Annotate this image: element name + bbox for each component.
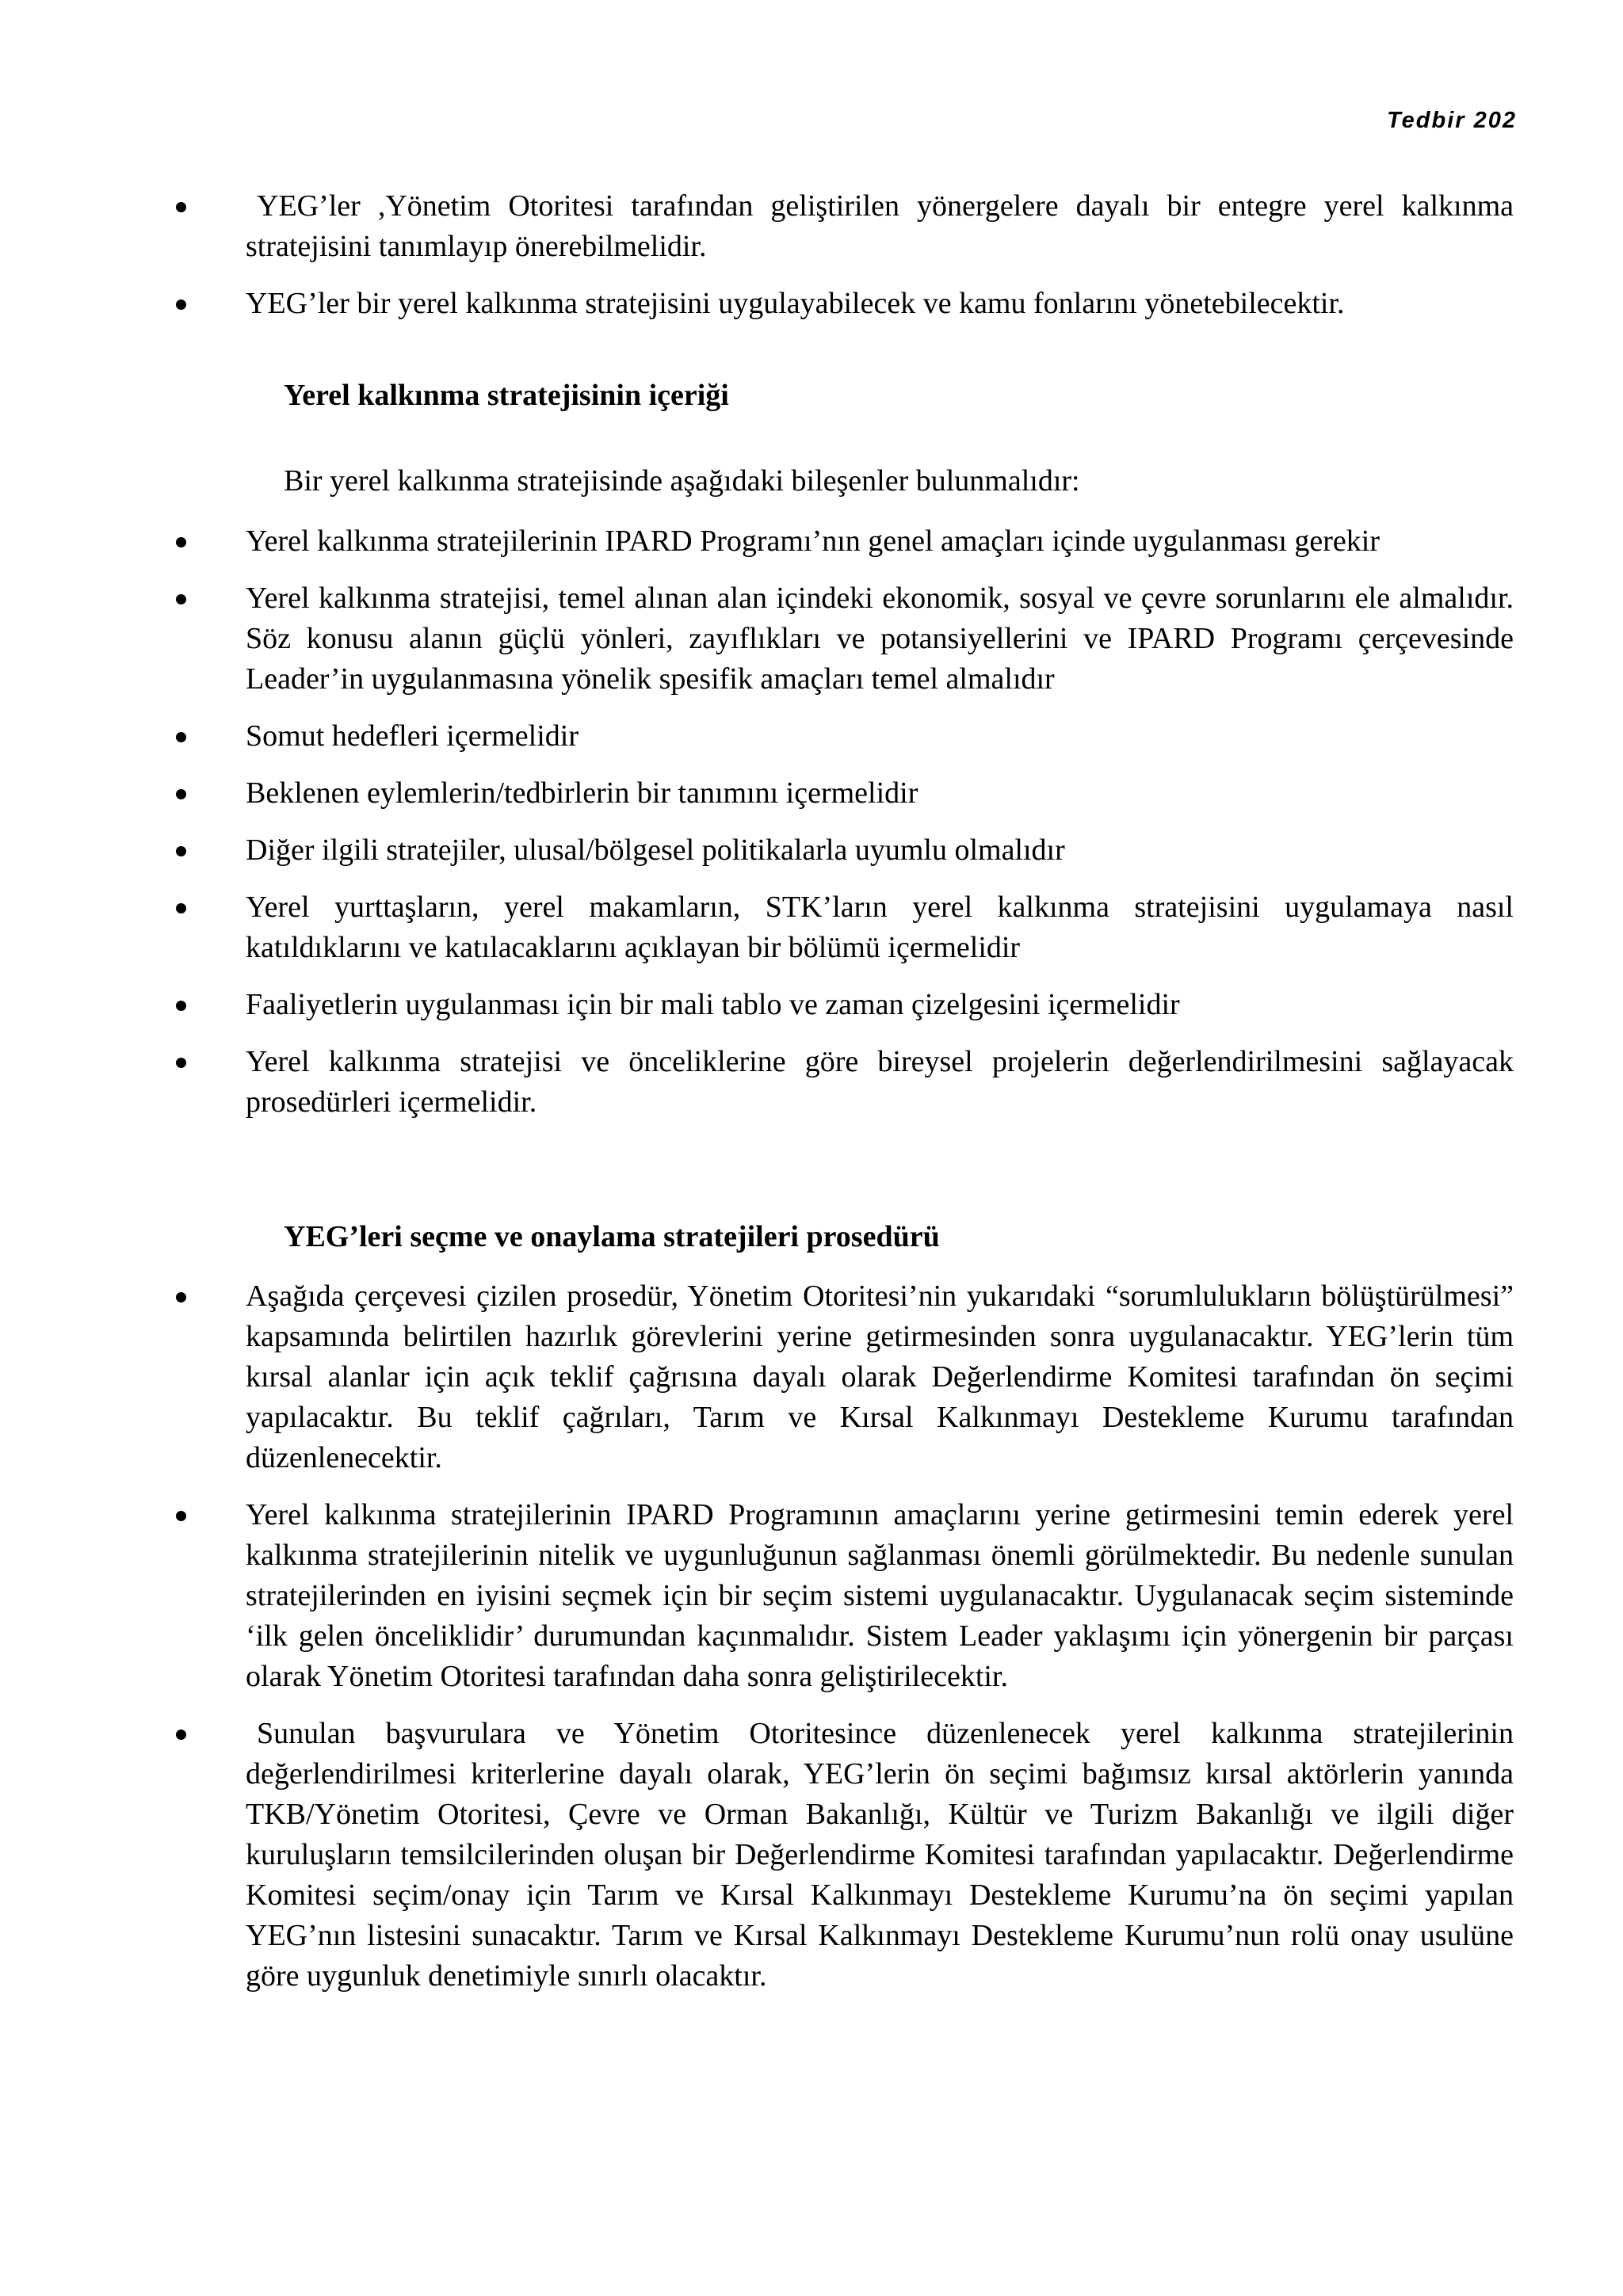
list-item: Aşağıda çerçevesi çizilen prosedür, Yönetim Otoritesi’nin yukarıdaki “sorumlulukların bölüştürülmesi” kapsamında belirtilen hazırlık görevlerini yerine getirmesinden sonra uygulanacaktır. YEG’lerin tüm kırsal alanlar için açık teklif çağrısına dayalı olarak Değerlendirme Komitesi tarafından ön seçimi yapılacaktır. Bu teklif çağrıları, Tarım ve Kırsal Kalkınmayı Destekleme Kurumu tarafından düzenlenecektir. — [246, 1276, 1514, 1478]
bullet-icon — [176, 1511, 186, 1521]
list-item: Yerel kalkınma stratejisi ve önceliklerine göre bireysel projelerin değerlendirilmesini sağlayacak prosedürleri içermelidir. — [246, 1042, 1514, 1123]
intro-bullet-list — [246, 186, 1514, 341]
selection-procedure-bullet-list — [246, 1276, 1514, 2013]
bullet-icon — [176, 846, 186, 856]
list-item: YEG’ler bir yerel kalkınma stratejisini uygulayabilecek ve kamu fonlarını yönetebilecektir. — [246, 284, 1514, 324]
list-item: Faaliyetlerin uygulanması için bir mali tablo ve zaman çizelgesini içermelidir — [246, 985, 1514, 1025]
bullet-icon — [176, 903, 186, 913]
list-item: Sunulan başvurulara ve Yönetim Otoritesince düzenlenecek yerel kalkınma stratejilerinin değerlendirilmesi kriterlerine dayalı olarak, YEG’lerin ön seçimi bağımsız kırsal aktörlerin yanında TKB/Yönetim Otoritesi, Çevre ve Orman Bakanlığı, Kültür ve Turizm Bakanlığı ve ilgili diğer kuruluşların temsilcilerinden oluşan bir Değerlendirme Komitesi tarafından yapılacaktır. Değerlendirme Komitesi seçim/onay için Tarım ve Kırsal Kalkınmayı Destekleme Kurumu’na ön seçimi yapılan YEG’nın listesini sunacaktır. Tarım ve Kırsal Kalkınmayı Destekleme Kurumu’nun rolü onay usulüne göre uygunluk denetimiyle sınırlı olacaktır. — [246, 1714, 1514, 1997]
list-item: Diğer ilgili stratejiler, ulusal/bölgesel politikalarla uyumlu olmalıdır — [246, 830, 1514, 871]
bullet-icon — [176, 732, 186, 742]
list-item: Somut hedefleri içermelidir — [246, 716, 1514, 757]
list-item: Yerel kalkınma stratejisi, temel alınan alan içindeki ekonomik, sosyal ve çevre sorunlarını ele almalıdır. Söz konusu alanın güçlü yönleri, zayıflıkları ve potansiyellerini ve IPARD Programı çerçevesinde Leader’in uygulanmasına yönelik spesifik amaçları temel almalıdır — [246, 578, 1514, 700]
bullet-icon — [176, 1058, 186, 1068]
strategy-content-bullet-list — [246, 521, 1514, 1139]
bullet-icon — [176, 1292, 186, 1302]
bullet-icon — [176, 1001, 186, 1011]
section-intro-paragraph: Bir yerel kalkınma stratejisinde aşağıdaki bileşenler bulunmalıdır: — [284, 464, 1080, 498]
bullet-icon — [176, 789, 186, 799]
bullet-icon — [176, 594, 186, 605]
page-header: Tedbir 202 — [1387, 108, 1517, 133]
list-item: Yerel yurttaşların, yerel makamların, STK’ların yerel kalkınma stratejisini uygulamaya nasıl katıldıklarını ve katılacaklarını açıklayan bir bölümü içermelidir — [246, 887, 1514, 968]
list-item: Beklenen eylemlerin/tedbirlerin bir tanımını içermelidir — [246, 773, 1514, 814]
section-heading-strategy-content: Yerel kalkınma stratejisinin içeriği — [284, 379, 729, 412]
section-heading-selection-procedure: YEG’leri seçme ve onaylama stratejileri prosedürü — [284, 1220, 940, 1253]
bullet-icon — [176, 299, 186, 310]
bullet-icon — [176, 1730, 186, 1740]
list-item: Yerel kalkınma stratejilerinin IPARD Programı’nın genel amaçları içinde uygulanması gerekir — [246, 521, 1514, 562]
bullet-icon — [176, 202, 186, 212]
bullet-icon — [176, 537, 186, 547]
list-item: Yerel kalkınma stratejilerinin IPARD Programının amaçlarını yerine getirmesini temin ederek yerel kalkınma stratejilerinin nitelik ve uygunluğunun sağlanması önemli görülmektedir. Bu nedenle sunulan stratejilerinden en iyisini seçmek için bir seçim sistemi uygulanacaktır. Uygulanacak seçim sisteminde ‘ilk gelen önceliklidir’ durumundan kaçınmalıdır. Sistem Leader yaklaşımı için yönergenin bir parçası olarak Yönetim Otoritesi tarafından daha sonra geliştirilecektir. — [246, 1495, 1514, 1697]
list-item: YEG’ler ,Yönetim Otoritesi tarafından geliştirilen yönergelere dayalı bir entegre yerel kalkınma stratejisini tanımlayıp önerebilmelidir. — [246, 186, 1514, 267]
